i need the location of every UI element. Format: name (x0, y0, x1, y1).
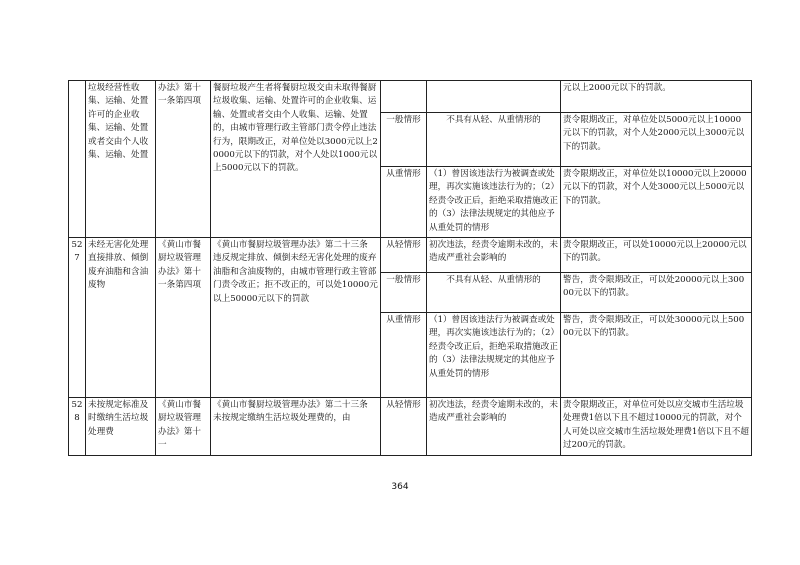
violation-item-cell: 未按规定标准及时缴纳生活垃圾处理费 (86, 398, 156, 456)
seq-cell (69, 81, 86, 238)
penalty-cell: 警告，责令限期改正，可以处20000元以上30000元以下的罚款。 (561, 273, 752, 313)
page-number: 364 (391, 482, 409, 492)
level-cell: 从轻情形 (381, 238, 427, 273)
violation-item-cell: 未经无害化处理直接排放、倾倒废弃油脂和含油废物 (86, 238, 156, 398)
condition-cell: 初次违法，经责令逾期未改的，未造成严重社会影响的 (427, 398, 561, 456)
penalty-cell: 责令限期改正，可以处10000元以上20000元以下的罚款。 (561, 238, 752, 273)
penalty-standards-table (68, 80, 752, 456)
penalty-cell: 责令限期改正，对单位可处以应交城市生活垃圾处理费1倍以下且不超过10000元的罚款，对个人可处以应交城市生活垃圾处理费1倍以下且不超过200元的罚款。 (561, 398, 752, 456)
condition-cell: 不具有从轻、从重情形的 (427, 273, 561, 313)
legal-basis-cell: 《黄山市餐厨垃圾管理办法》第十一 (156, 398, 211, 456)
table-row (69, 81, 752, 113)
penalty-provision-cell: 餐厨垃圾产生者将餐厨垃圾交由未取得餐厨垃圾收集、运输、处置许可的企业收集、运输、处置或者交由个人收集、运输、处置的，由城市管理行政主管部门责令停止违法行为，限期改正，对单位处以3000元以上20000元以下的罚款，对个人处以1000元以上5000元以下的罚款。 (211, 81, 381, 238)
row-number: 527 (69, 238, 86, 398)
condition-cell: （1）曾因该违法行为被调查或处理，再次实施该违法行为的；（2）经责令改正后，拒绝采取措施改正的（3）法律法规规定的其他应予从重处罚的情形 (427, 313, 561, 398)
condition-cell: 初次违法，经责令逾期未改的，未造成严重社会影响的 (427, 238, 561, 273)
condition-cell (427, 81, 561, 113)
penalty-cell: 警告，责令限期改正，可以处30000元以上50000元以下的罚款。 (561, 313, 752, 398)
table-row (69, 238, 752, 273)
violation-item-cell: 垃圾经营性收集、运输、处置许可的企业收集、运输、处置或者交由个人收集、运输、处置 (86, 81, 156, 238)
penalty-provision-cell: 《黄山市餐厨垃圾管理办法》第二十三条 未按规定缴纳生活垃圾处理费的，由 (211, 398, 381, 456)
legal-basis-cell: 办法》第十一条第四项 (156, 81, 211, 238)
level-cell (381, 81, 427, 113)
penalty-cell: 元以上2000元以下的罚款。 (561, 81, 752, 113)
level-cell: 一般情形 (381, 113, 427, 167)
condition-cell: 不具有从轻、从重情形的 (427, 113, 561, 167)
level-cell: 一般情形 (381, 273, 427, 313)
level-cell: 从轻情形 (381, 398, 427, 456)
condition-cell: （1）曾因该违法行为被调查或处理，再次实施该违法行为的；（2）经责令改正后，拒绝采取措施改正的（3）法律法规规定的其他应予从重处罚的情形 (427, 167, 561, 238)
penalty-cell: 责令限期改正，对单位处以5000元以上10000元以下的罚款，对个人处2000元以上3000元以下的罚款。 (561, 113, 752, 167)
penalty-provision-cell: 《黄山市餐厨垃圾管理办法》第二十三条 违反规定排放、倾倒未经无害化处理的废弃油脂和含油废物的，由城市管理行政主管部门责令改正；拒不改正的，可以处10000元以上50000元以下的罚款 (211, 238, 381, 398)
row-number: 528 (69, 398, 86, 456)
level-cell: 从重情形 (381, 167, 427, 238)
legal-basis-cell: 《黄山市餐厨垃圾管理办法》第十一条第四项 (156, 238, 211, 398)
table-row (69, 398, 752, 456)
penalty-cell: 责令限期改正，对单位处以10000元以上20000元以下的罚款，对个人处3000元以上5000元以下的罚款。 (561, 167, 752, 238)
level-cell: 从重情形 (381, 313, 427, 398)
